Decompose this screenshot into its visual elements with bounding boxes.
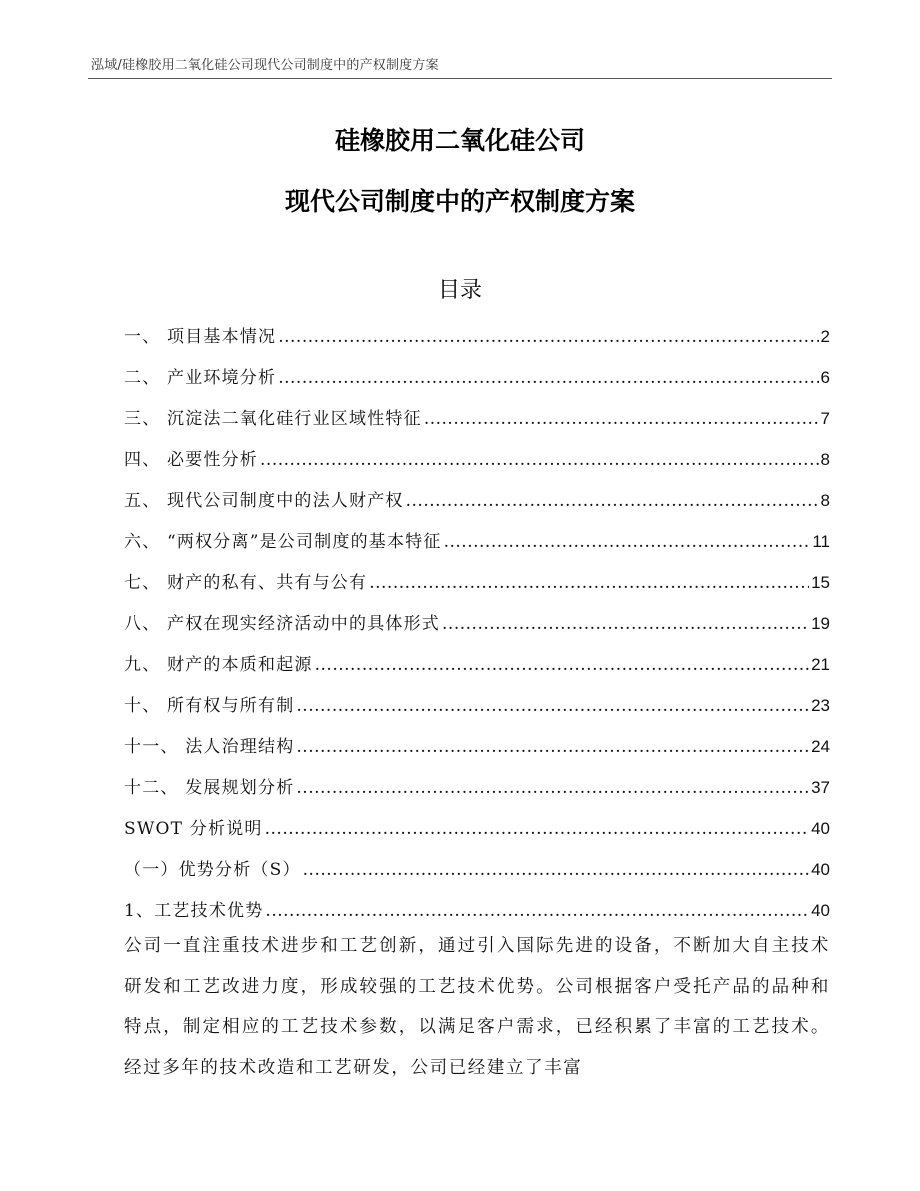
toc-heading: 目录	[437, 278, 482, 303]
toc-entry[interactable]	[124, 855, 830, 896]
header-divider	[88, 78, 832, 79]
toc-entry-label: 二、 产业环境分析	[124, 368, 277, 388]
toc-entry-label: 十二、 发展规划分析	[124, 778, 295, 798]
toc-dot-leader	[296, 773, 809, 803]
toc-entry-page: 2	[820, 327, 830, 346]
toc-entry-label: （一）优势分析（S）	[124, 860, 301, 880]
toc-entry-page: 40	[811, 860, 830, 879]
toc-entry-page: 8	[820, 491, 830, 510]
toc-dot-leader	[296, 691, 809, 721]
toc-entry-label: 1、工艺技术优势	[124, 901, 264, 921]
toc-entry[interactable]	[124, 732, 830, 773]
toc-entry[interactable]	[124, 650, 830, 691]
document-title-line-2: 现代公司制度中的产权制度方案	[284, 187, 635, 216]
toc-entry[interactable]	[124, 486, 830, 527]
toc-entry-page: 40	[811, 819, 830, 838]
toc-dot-leader	[265, 896, 809, 926]
toc-dot-leader	[442, 609, 809, 639]
toc-dot-leader	[315, 650, 809, 680]
toc-entry-label: 七、 财产的私有、共有与公有	[124, 573, 368, 593]
toc-entry-label: 六、 “两权分离”是公司制度的基本特征	[124, 532, 442, 552]
toc-entry[interactable]	[124, 568, 830, 609]
toc-entry[interactable]	[124, 404, 830, 445]
toc-entry-page: 7	[820, 409, 830, 428]
body-paragraph: 公司一直注重技术进步和工艺创新，通过引入国际先进的设备，不断加大自主技术研发和工艺改进力度，形成较强的工艺技术优势。公司根据客户受托产品的品种和特点，制定相应的工艺技术参数，以满足客户需求，已经积累了丰富的工艺技术。经过多年的技术改造和工艺研发，公司已经建立了丰富	[124, 936, 830, 1078]
toc-entry-page: 24	[811, 737, 830, 756]
toc-entry-label: 十一、 法人治理结构	[124, 737, 295, 757]
toc-entry-page: 11	[812, 532, 830, 551]
toc-entry-label: 八、 产权在现实经济活动中的具体形式	[124, 614, 441, 634]
toc-dot-leader	[369, 568, 809, 598]
toc-entry-label: 五、 现代公司制度中的法人财产权	[124, 491, 404, 511]
toc-entry-label: 一、 项目基本情况	[124, 327, 277, 347]
toc-dot-leader	[444, 527, 811, 557]
toc-entry[interactable]	[124, 445, 830, 486]
toc-dot-leader	[265, 814, 809, 844]
toc-dot-leader	[278, 363, 818, 393]
toc-entry-label: 四、 必要性分析	[124, 450, 259, 470]
toc-entry-label: 十、 所有权与所有制	[124, 696, 295, 716]
document-title-line-1: 硅橡胶用二氧化硅公司	[334, 126, 585, 155]
toc-entry-page: 6	[820, 368, 830, 387]
toc-entry-page: 40	[811, 901, 830, 920]
toc-dot-leader	[406, 486, 819, 516]
toc-entry[interactable]	[124, 773, 830, 814]
toc-entry-label: 三、 沉淀法二氧化硅行业区域性特征	[124, 409, 422, 429]
toc-entry-page: 15	[811, 573, 830, 592]
toc-dot-leader	[424, 404, 819, 434]
toc-entry-page: 21	[811, 655, 830, 674]
toc-entry[interactable]	[124, 527, 830, 568]
toc-entry[interactable]	[124, 814, 830, 855]
toc-dot-leader	[296, 732, 809, 762]
toc-entry[interactable]	[124, 609, 830, 650]
toc-entry-label: SWOT 分析说明	[124, 819, 263, 839]
toc-dot-leader	[278, 322, 818, 352]
toc-entry-label: 九、 财产的本质和起源	[124, 655, 313, 675]
toc-dot-leader	[303, 855, 809, 885]
toc-entry-page: 37	[811, 778, 830, 797]
toc-entry-page: 8	[820, 450, 830, 469]
table-of-contents	[124, 322, 830, 937]
toc-entry-page: 23	[811, 696, 830, 715]
toc-entry[interactable]	[124, 691, 830, 732]
toc-entry-page: 19	[811, 614, 830, 633]
toc-entry[interactable]	[124, 322, 830, 363]
page-header: 泓域/硅橡胶用二氧化硅公司现代公司制度中的产权制度方案	[91, 58, 439, 73]
toc-entry[interactable]	[124, 363, 830, 404]
toc-dot-leader	[260, 445, 819, 475]
